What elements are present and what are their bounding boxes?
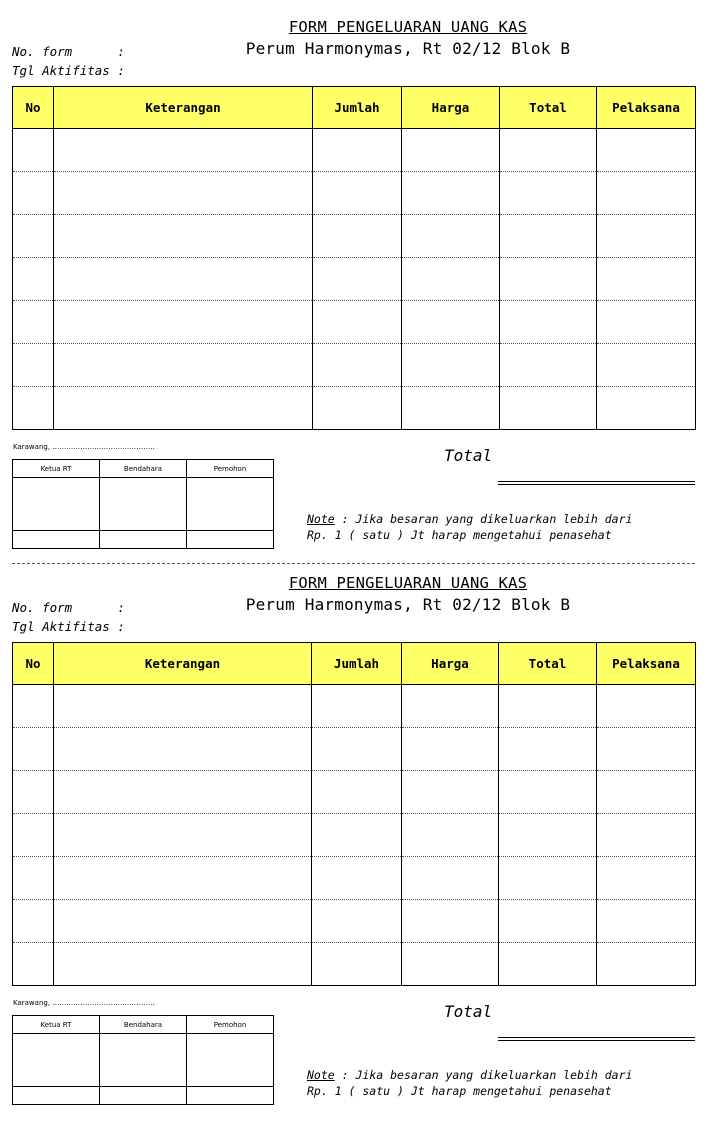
cell-total[interactable] xyxy=(499,685,597,728)
cell-total[interactable] xyxy=(500,258,597,301)
cell-keterangan[interactable] xyxy=(54,857,312,900)
table-row xyxy=(13,258,696,301)
form-subtitle: Perum Harmonymas, Rt 02/12 Blok B xyxy=(245,595,571,614)
cell-total[interactable] xyxy=(499,814,597,857)
cell-jumlah[interactable] xyxy=(313,172,402,215)
cell-harga[interactable] xyxy=(402,943,499,986)
expense-table xyxy=(12,642,696,986)
cell-no[interactable] xyxy=(13,258,54,301)
note-keyword: Note xyxy=(307,1068,335,1082)
activity-date-label: Tgl Aktifitas : xyxy=(12,63,125,78)
cell-no[interactable] xyxy=(13,129,54,172)
cell-pelaksana[interactable] xyxy=(597,728,696,771)
signature-header-pemohon: Pemohon xyxy=(187,1016,274,1034)
total-label: Total xyxy=(444,1002,493,1021)
cell-jumlah[interactable] xyxy=(312,900,402,943)
signature-header-bendahara: Bendahara xyxy=(100,1016,187,1034)
cell-pelaksana[interactable] xyxy=(597,771,696,814)
cell-total[interactable] xyxy=(500,129,597,172)
cell-no[interactable] xyxy=(13,344,54,387)
cell-no[interactable] xyxy=(13,771,54,814)
signature-space[interactable] xyxy=(100,1034,187,1087)
form-title: FORM PENGELUARAN UANG KAS xyxy=(288,574,528,592)
cell-no[interactable] xyxy=(13,172,54,215)
cell-jumlah[interactable] xyxy=(313,258,402,301)
note-line-1 xyxy=(307,1068,632,1082)
signer-name-cell[interactable] xyxy=(100,1087,187,1105)
cell-total[interactable] xyxy=(500,172,597,215)
cell-total[interactable] xyxy=(499,728,597,771)
no-form-label: No. form : xyxy=(12,44,125,59)
total-underline xyxy=(498,484,695,485)
table-row xyxy=(13,172,696,215)
table-row xyxy=(13,814,696,857)
cell-pelaksana[interactable] xyxy=(597,301,696,344)
cell-keterangan[interactable] xyxy=(54,900,312,943)
cell-pelaksana[interactable] xyxy=(597,814,696,857)
column-header-keterangan: Keterangan xyxy=(54,643,312,685)
cell-keterangan[interactable] xyxy=(54,215,313,258)
total-underline xyxy=(498,1040,695,1041)
cell-harga[interactable] xyxy=(402,301,500,344)
cell-keterangan[interactable] xyxy=(54,258,313,301)
cell-total[interactable] xyxy=(500,344,597,387)
cell-harga[interactable] xyxy=(402,771,499,814)
cell-keterangan[interactable] xyxy=(54,129,313,172)
signature-table xyxy=(12,1015,274,1105)
column-header-pelaksana: Pelaksana xyxy=(597,87,696,129)
column-header-jumlah: Jumlah xyxy=(312,643,402,685)
column-header-harga: Harga xyxy=(402,643,499,685)
cell-jumlah[interactable] xyxy=(313,301,402,344)
note-line-2: Rp. 1 ( satu ) Jt harap mengetahui penasehat xyxy=(307,528,612,542)
table-row xyxy=(13,215,696,258)
cell-keterangan[interactable] xyxy=(54,943,312,986)
cell-no[interactable] xyxy=(13,728,54,771)
cell-harga[interactable] xyxy=(402,215,500,258)
signature-header-pemohon: Pemohon xyxy=(187,460,274,478)
expense-table xyxy=(12,86,696,430)
column-header-keterangan: Keterangan xyxy=(54,87,313,129)
cell-pelaksana[interactable] xyxy=(597,943,696,986)
table-row xyxy=(13,943,696,986)
cell-harga[interactable] xyxy=(402,172,500,215)
cell-harga[interactable] xyxy=(402,814,499,857)
cell-jumlah[interactable] xyxy=(312,857,402,900)
cell-total[interactable] xyxy=(500,387,597,430)
cell-jumlah[interactable] xyxy=(312,814,402,857)
cell-pelaksana[interactable] xyxy=(597,172,696,215)
cell-pelaksana[interactable] xyxy=(597,344,696,387)
table-header-row xyxy=(13,87,696,129)
signature-space[interactable] xyxy=(13,1034,100,1087)
total-underline xyxy=(498,481,695,482)
cell-jumlah[interactable] xyxy=(313,129,402,172)
cell-harga[interactable] xyxy=(402,728,499,771)
table-row xyxy=(13,771,696,814)
table-row xyxy=(13,685,696,728)
cell-no[interactable] xyxy=(13,857,54,900)
cell-jumlah[interactable] xyxy=(313,387,402,430)
table-row xyxy=(13,344,696,387)
signature-header-bendahara: Bendahara xyxy=(100,460,187,478)
column-header-no: No xyxy=(13,87,54,129)
cell-jumlah[interactable] xyxy=(312,771,402,814)
signature-space[interactable] xyxy=(13,478,100,531)
cell-keterangan[interactable] xyxy=(54,685,312,728)
table-row xyxy=(13,728,696,771)
cell-no[interactable] xyxy=(13,814,54,857)
signature-space[interactable] xyxy=(187,1034,274,1087)
signature-table xyxy=(12,459,274,549)
cell-no[interactable] xyxy=(13,387,54,430)
form-subtitle: Perum Harmonymas, Rt 02/12 Blok B xyxy=(245,39,571,58)
cell-keterangan[interactable] xyxy=(54,387,313,430)
cell-harga[interactable] xyxy=(402,857,499,900)
cell-jumlah[interactable] xyxy=(313,215,402,258)
cell-total[interactable] xyxy=(499,771,597,814)
cell-keterangan[interactable] xyxy=(54,814,312,857)
table-row xyxy=(13,129,696,172)
activity-date-label: Tgl Aktifitas : xyxy=(12,619,125,634)
signer-name-cell[interactable] xyxy=(187,531,274,549)
cell-keterangan[interactable] xyxy=(54,172,313,215)
note-text: : Jika besaran yang dikeluarkan lebih dari xyxy=(334,1068,633,1082)
cell-harga[interactable] xyxy=(402,129,500,172)
cell-total[interactable] xyxy=(500,301,597,344)
expense-form-1 xyxy=(0,0,711,556)
table-row xyxy=(13,900,696,943)
expense-form-2 xyxy=(0,556,711,1112)
cell-pelaksana[interactable] xyxy=(597,387,696,430)
cell-pelaksana[interactable] xyxy=(597,258,696,301)
cell-harga[interactable] xyxy=(402,344,500,387)
column-header-total: Total xyxy=(500,87,597,129)
cell-jumlah[interactable] xyxy=(312,728,402,771)
cell-harga[interactable] xyxy=(402,685,499,728)
note-line-1 xyxy=(307,512,632,526)
total-underline xyxy=(498,1037,695,1038)
signer-name-cell[interactable] xyxy=(13,531,100,549)
note-line-2: Rp. 1 ( satu ) Jt harap mengetahui penasehat xyxy=(307,1084,612,1098)
column-header-jumlah: Jumlah xyxy=(313,87,402,129)
signer-name-cell[interactable] xyxy=(187,1087,274,1105)
no-form-label: No. form : xyxy=(12,600,125,615)
cell-keterangan[interactable] xyxy=(54,301,313,344)
table-row xyxy=(13,387,696,430)
cell-total[interactable] xyxy=(499,943,597,986)
signer-name-cell[interactable] xyxy=(100,531,187,549)
cell-pelaksana[interactable] xyxy=(597,900,696,943)
column-header-no: No xyxy=(13,643,54,685)
form-title: FORM PENGELUARAN UANG KAS xyxy=(288,18,528,36)
cell-keterangan[interactable] xyxy=(54,728,312,771)
note-text: : Jika besaran yang dikeluarkan lebih dari xyxy=(334,512,633,526)
cell-total[interactable] xyxy=(500,215,597,258)
signature-space[interactable] xyxy=(100,478,187,531)
signature-space[interactable] xyxy=(187,478,274,531)
place-date-line: Karawang, …………………………………….. xyxy=(13,443,155,451)
cell-harga[interactable] xyxy=(402,258,500,301)
table-header-row xyxy=(13,643,696,685)
signature-header-ketua-rt: Ketua RT xyxy=(13,1016,100,1034)
cell-pelaksana[interactable] xyxy=(597,215,696,258)
signer-name-cell[interactable] xyxy=(13,1087,100,1105)
cell-harga[interactable] xyxy=(402,387,500,430)
total-label: Total xyxy=(444,446,493,465)
cell-no[interactable] xyxy=(13,900,54,943)
cell-total[interactable] xyxy=(499,857,597,900)
cell-total[interactable] xyxy=(499,900,597,943)
note-keyword: Note xyxy=(307,512,335,526)
column-header-harga: Harga xyxy=(402,87,500,129)
cell-jumlah[interactable] xyxy=(313,344,402,387)
cell-keterangan[interactable] xyxy=(54,344,313,387)
table-row xyxy=(13,301,696,344)
cell-no[interactable] xyxy=(13,685,54,728)
cell-no[interactable] xyxy=(13,215,54,258)
cell-no[interactable] xyxy=(13,943,54,986)
cell-pelaksana[interactable] xyxy=(597,857,696,900)
cell-no[interactable] xyxy=(13,301,54,344)
cell-jumlah[interactable] xyxy=(312,943,402,986)
cell-keterangan[interactable] xyxy=(54,771,312,814)
cell-pelaksana[interactable] xyxy=(597,685,696,728)
table-row xyxy=(13,857,696,900)
column-header-pelaksana: Pelaksana xyxy=(597,643,696,685)
place-date-line: Karawang, …………………………………….. xyxy=(13,999,155,1007)
cell-pelaksana[interactable] xyxy=(597,129,696,172)
signature-header-ketua-rt: Ketua RT xyxy=(13,460,100,478)
column-header-total: Total xyxy=(499,643,597,685)
cell-harga[interactable] xyxy=(402,900,499,943)
cell-jumlah[interactable] xyxy=(312,685,402,728)
